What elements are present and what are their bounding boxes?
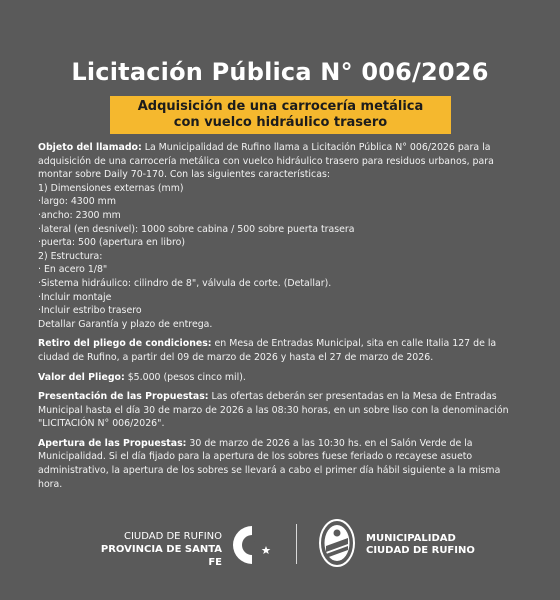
presentacion-text: Las ofertas deberán ser presentadas en la Mesa de Entradas Municipal hasta el día 30 de marzo de 2026 a las 08:30 horas, en un sobre liso con la denominación "LICITACIÓN N° 006/2026". <box>38 391 509 430</box>
banner-line-2: con vuelco hidráulico trasero <box>173 115 388 130</box>
apertura-text: 30 de marzo de 2026 a las 10:30 hs. en el Salón Verde de la Municipalidad. Si el día fijado para la apertura de los sobres fuese feriado o recayese asueto administrativo, la apertura de los sobres se llevará a cabo el primer día hábil siguiente a la misma hora. <box>38 437 501 490</box>
city-line-1: CIUDAD DE RUFINO <box>123 531 222 542</box>
apertura-label: Apertura de las Propuestas: <box>38 437 187 449</box>
spec-item: ·lateral (en desnivel): 1000 sobre cabina / 500 sobre puerta trasera <box>38 223 355 235</box>
retiro-label: Retiro del pliego de condiciones: <box>38 338 212 350</box>
municipality-brand-text <box>366 533 475 557</box>
ciudad-rufino-logo-icon <box>228 522 276 568</box>
spec-item: ·largo: 4300 mm <box>38 196 116 208</box>
muni-line-1: MUNICIPALIDAD <box>366 533 456 544</box>
spec-item: ·puerta: 500 (apertura en libro) <box>38 237 185 249</box>
logo-letter: R <box>248 539 258 553</box>
spec-item: 1) Dimensiones externas (mm) <box>38 182 184 194</box>
objeto-label: Objeto del llamado: <box>38 142 142 153</box>
valor-section <box>38 371 524 385</box>
city-line-2: PROVINCIA DE SANTA FE <box>100 544 222 568</box>
retiro-section <box>38 337 524 364</box>
presentacion-label: Presentación de las Propuestas: <box>38 391 209 403</box>
page-title: Licitación Pública N° 006/2026 <box>71 58 489 86</box>
presentacion-section <box>38 390 524 431</box>
subtitle-banner <box>110 96 451 134</box>
city-brand-text <box>90 530 222 569</box>
apertura-section <box>38 437 524 491</box>
valor-text: $5.000 (pesos cinco mil). <box>124 371 246 383</box>
objeto-section <box>38 141 524 331</box>
muni-line-2: CIUDAD DE RUFINO <box>366 545 475 556</box>
spec-item: Detallar Garantía y plazo de entrega. <box>38 318 213 330</box>
footer-divider <box>296 524 297 564</box>
municipal-shield-icon <box>318 518 356 568</box>
spec-item: ·ancho: 2300 mm <box>38 209 121 221</box>
spec-item: ·Sistema hidráulico: cilindro de 8", válvula de corte. (Detallar). <box>38 277 332 289</box>
banner-line-1: Adquisición de una carrocería metálica <box>137 99 424 114</box>
spec-item: ·Incluir estribo trasero <box>38 305 142 317</box>
spec-item: · En acero 1/8" <box>38 264 108 276</box>
spec-item: 2) Estructura: <box>38 250 103 262</box>
document-body <box>38 141 524 497</box>
valor-label: Valor del Pliego: <box>38 371 125 383</box>
objeto-intro: La Municipalidad de Rufino llama a Licitación Pública N° 006/2026 para la adquisición de una carrocería metálica con vuelco hidráulico trasero para residuos urbanos, para montar sobre Daily 70-170. Con las siguientes características: <box>38 142 494 181</box>
retiro-text: en Mesa de Entradas Municipal, sita en calle Italia 127 de la ciudad de Rufino, a partir del 09 de marzo de 2026 y hasta el 27 de marzo de 2026. <box>38 338 497 363</box>
spec-item: ·Incluir montaje <box>38 291 112 303</box>
